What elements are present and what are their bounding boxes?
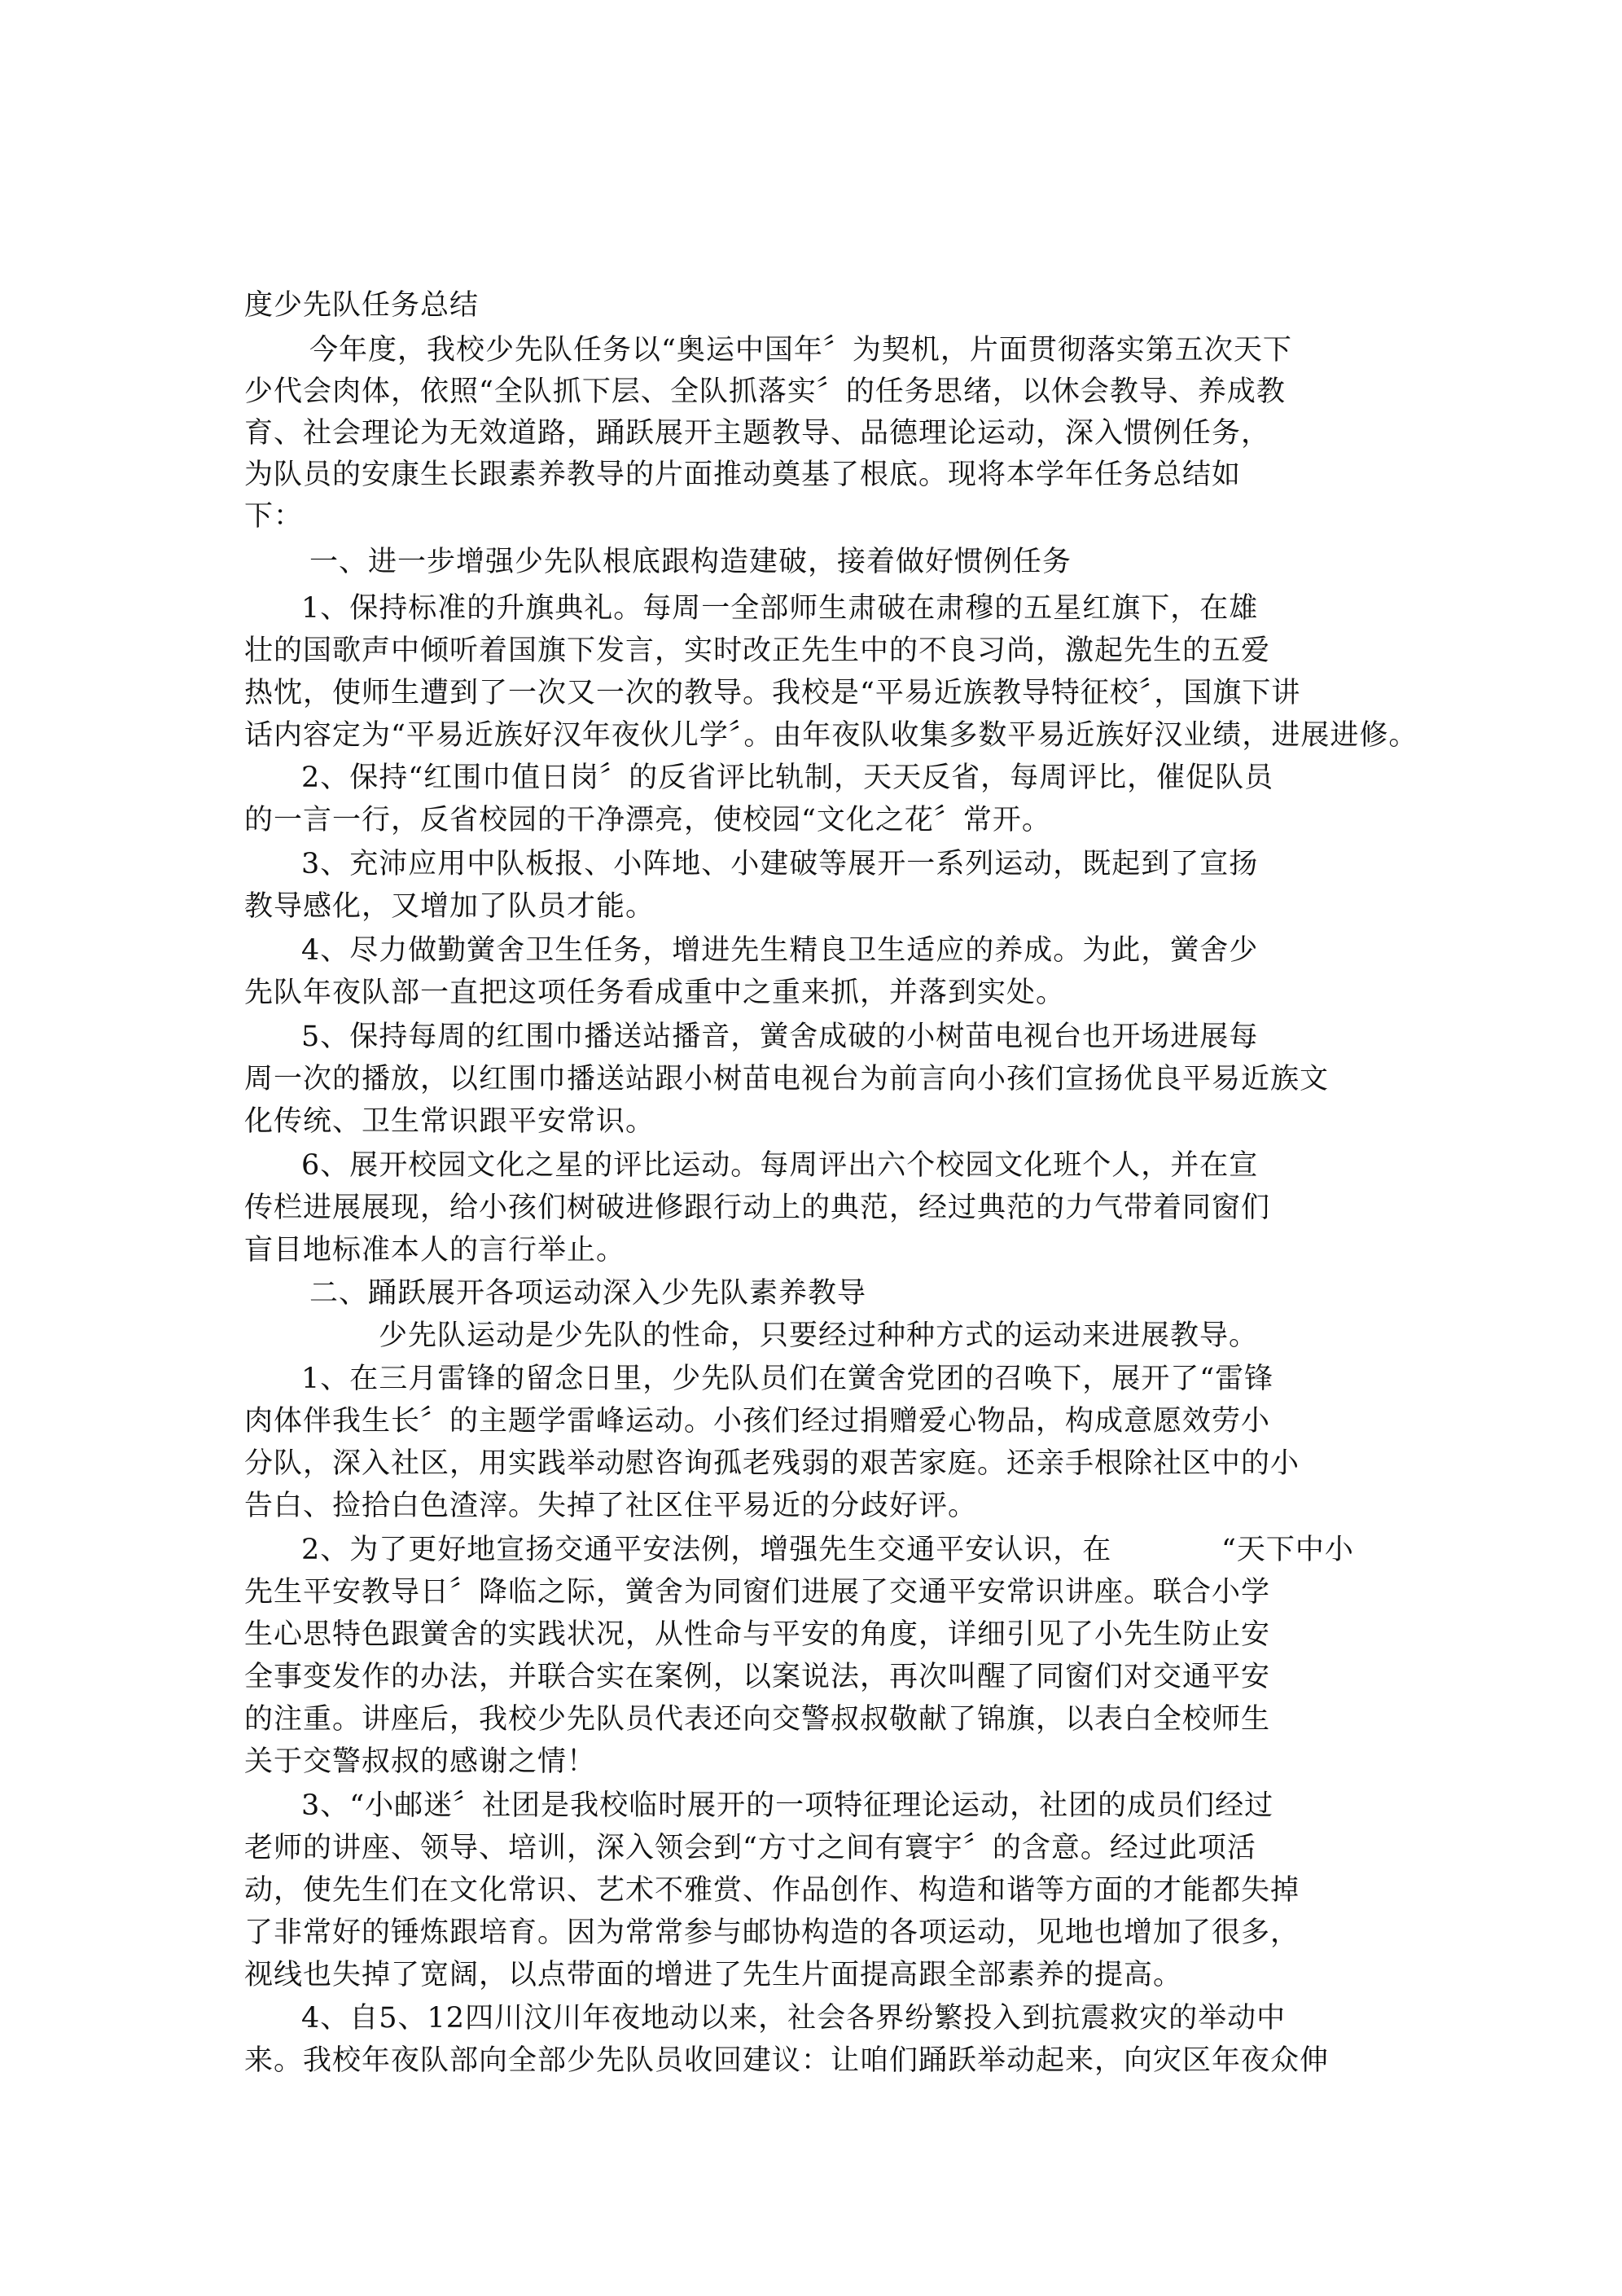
paragraph-line: 5、保持每周的红围巾播送站播音，黉舍成破的小树苗电视台也开场进展每 (301, 1021, 1259, 1053)
paragraph-line: 了非常好的锤炼跟培育。因为常常参与邮协构造的各项运动，见地也增加了很多， (244, 1916, 1300, 1949)
paragraph-line: 2、保持“红围巾值日岗〞的反省评比轨制，天天反省，每周评比，催促队员 (301, 762, 1274, 794)
paragraph-line: 来。我校年夜队部向全部少先队员收回建议：让咱们踊跃举动起来，向灾区年夜众伸 (244, 2044, 1330, 2077)
paragraph-line: 3、充沛应用中队板报、小阵地、小建破等展开一系列运动，既起到了宣扬 (301, 848, 1259, 880)
paragraph-line: 少先队运动是少先队的性命，只要经过种种方式的运动来进展教导。 (379, 1319, 1259, 1352)
paragraph-line: 壮的国歌声中倾听着国旗下发言，实时改正先生中的不良习尚，激起先生的五爱 (244, 634, 1271, 667)
paragraph-line: 1、在三月雷锋的留念日里，少先队员们在黉舍党团的召唤下，展开了“雷锋 (301, 1363, 1274, 1395)
paragraph-line: 2、为了更好地宣扬交通平安法例，增强先生交通平安认识，在 (301, 1534, 1112, 1566)
paragraph-line: 教导感化，又增加了队员才能。 (244, 890, 655, 923)
paragraph-line: 关于交警叔叔的感谢之情！ (244, 1745, 597, 1778)
paragraph-line: 下： (244, 500, 304, 533)
paragraph-line: 肉体伴我生长〞的主题学雷峰运动。小孩们经过捐赠爱心物品，构成意愿效劳小 (244, 1405, 1271, 1438)
paragraph-line: 3、“小邮迷〞社团是我校临时展开的一项特征理论运动，社团的成员们经过 (301, 1789, 1274, 1822)
paragraph-line: 告白、捡拾白色渣滓。失掉了社区住平易近的分歧好评。 (244, 1490, 978, 1522)
paragraph-line: 动，使先生们在文化常识、艺术不雅赏、作品创作、构造和谐等方面的才能都失掉 (244, 1874, 1300, 1907)
paragraph-line: 传栏进展展现，给小孩们树破进修跟行动上的典范，经过典范的力气带着同窗们 (244, 1192, 1271, 1224)
paragraph-line: 4、自5、12四川汶川年夜地动以来，社会各界纷繁投入到抗震救灾的举动中 (301, 2002, 1287, 2035)
paragraph-line: 热忱，使师生遭到了一次又一次的教导。我校是“平易近族教导特征校〞，国旗下讲 (244, 677, 1301, 709)
paragraph-line: 分队，深入社区，用实践举动慰咨询孤老残弱的艰苦家庭。还亲手根除社区中的小 (244, 1447, 1300, 1480)
section-heading: 一、进一步增强少先队根底跟构造建破，接着做好惯例任务 (309, 546, 1072, 578)
paragraph-line: 的注重。讲座后，我校少先队员代表还向交警叔叔敬献了锦旗，以表白全校师生 (244, 1703, 1271, 1736)
section-heading: 二、踊跃展开各项运动深入少先队素养教导 (309, 1277, 867, 1310)
paragraph-line: 生心思特色跟黉舍的实践状况，从性命与平安的角度，详细引见了小先生防止安 (244, 1618, 1271, 1651)
paragraph-line: 化传统、卫生常识跟平安常识。 (244, 1105, 655, 1138)
paragraph-line: 周一次的播放，以红围巾播送站跟小树苗电视台为前言向小孩们宣扬优良平易近族文 (244, 1063, 1330, 1095)
paragraph-line: 盲目地标准本人的言行举止。 (244, 1234, 626, 1267)
paragraph-line: 6、展开校园文化之星的评比运动。每周评出六个校园文化班个人，并在宣 (301, 1149, 1259, 1182)
paragraph-line: 今年度，我校少先队任务以“奥运中国年〞为契机，片面贯彻落实第五次天下 (309, 334, 1292, 367)
paragraph-line: 视线也失掉了宽阔，以点带面的增进了先生片面提高跟全部素养的提高。 (244, 1959, 1183, 1991)
paragraph-line: “天下中小 (1221, 1534, 1354, 1566)
paragraph-line: 老师的讲座、领导、培训，深入领会到“方寸之间有寰宇〞的含意。经过此项活 (244, 1832, 1256, 1864)
paragraph-line: 为队员的安康生长跟素养教导的片面推动奠基了根底。现将本学年任务总结如 (244, 459, 1242, 491)
paragraph-line: 1、保持标准的升旗典礼。每周一全部师生肃破在肃穆的五星红旗下，在雄 (301, 592, 1259, 625)
paragraph-line: 先队年夜队部一直把这项任务看成重中之重来抓，并落到实处。 (244, 977, 1066, 1009)
paragraph-line: 的一言一行，反省校园的干净漂亮，使校园“文化之花〞常开。 (244, 804, 1051, 836)
paragraph-line: 话内容定为“平易近族好汉年夜伙儿学〞。由年夜队收集多数平易近族好汉业绩，进展进修。 (244, 719, 1418, 752)
paragraph-line: 全事变发作的办法，并联合实在案例，以案说法，再次叫醒了同窗们对交通平安 (244, 1661, 1271, 1693)
paragraph-line: 育、社会理论为无效道路，踊跃展开主题教导、品德理论运动，深入惯例任务， (244, 417, 1271, 450)
paragraph-line: 4、尽力做勤黉舍卫生任务，增进先生精良卫生适应的养成。为此，黉舍少 (301, 934, 1259, 967)
paragraph-line: 少代会肉体，依照“全队抓下层、全队抓落实〞的任务思绪，以休会教导、养成教 (244, 375, 1286, 408)
paragraph-line: 先生平安教导日〞降临之际，黉舍为同窗们进展了交通平安常识讲座。联合小学 (244, 1576, 1271, 1609)
document-title: 度少先队任务总结 (244, 289, 480, 322)
